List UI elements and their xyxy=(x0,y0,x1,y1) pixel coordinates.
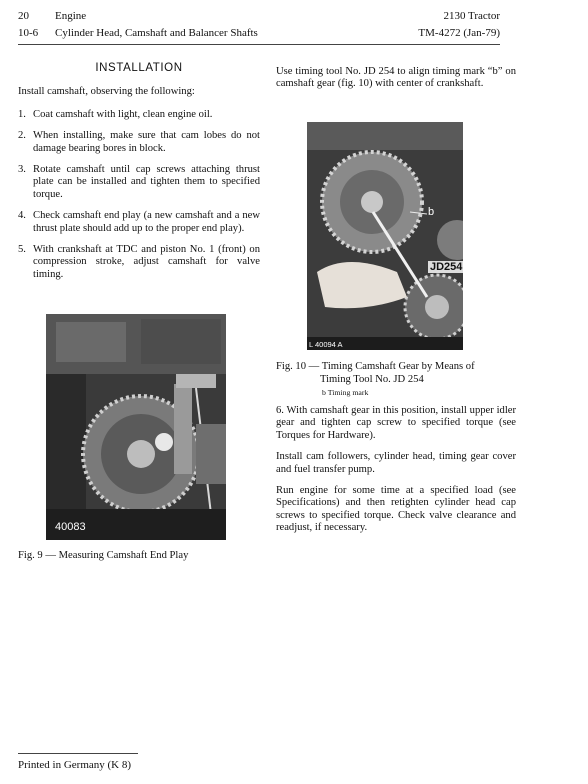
manual-reference: TM-4272 (Jan-79) xyxy=(418,27,500,39)
footer-rule xyxy=(18,753,138,754)
fig10-caption-line2: Timing Tool No. JD 254 xyxy=(320,374,424,385)
fig9-caption: Fig. 9 — Measuring Camshaft End Play xyxy=(18,550,189,561)
header-rule xyxy=(18,44,500,45)
camshaft-endplay-illustration xyxy=(46,314,226,540)
step-number: 4. xyxy=(18,210,26,222)
step-number: 2. xyxy=(18,130,26,142)
section-heading: INSTALLATION xyxy=(95,62,183,74)
fig10-photo xyxy=(307,122,463,350)
step-number: 1. xyxy=(18,108,26,120)
step-number: 3. xyxy=(18,164,26,176)
list-item xyxy=(18,164,260,201)
page-number: 20 xyxy=(18,10,29,22)
paragraph: 6. With camshaft gear in this position, install upper idler gear and tighten cap screw to specified torque (see Torques for Hardware). xyxy=(276,405,516,441)
list-item xyxy=(18,244,260,281)
step-text: Coat camshaft with light, clean engine oil. xyxy=(33,108,213,120)
install-steps xyxy=(18,109,260,281)
printed-note: Printed in Germany (K 8) xyxy=(18,759,132,771)
fig10-caption-line1: Fig. 10 — Timing Camshaft Gear by Means of xyxy=(276,361,475,372)
fig9-photo xyxy=(46,314,226,540)
list-item xyxy=(18,130,260,155)
step-number: 5. xyxy=(18,244,26,256)
fig10-label-tool: JD254 xyxy=(430,261,463,273)
section-subtitle: Cylinder Head, Camshaft and Balancer Shafts xyxy=(55,27,258,39)
fig10-legend: b Timing mark xyxy=(322,388,369,397)
right-column-intro xyxy=(276,66,516,100)
left-column xyxy=(18,62,260,290)
timing-tool-instruction: Use timing tool No. JD 254 to align timing mark “b” on camshaft gear (fig. 10) with center of crankshaft. xyxy=(276,66,516,90)
right-column-body xyxy=(276,405,516,544)
fig9-photo-number: 40083 xyxy=(55,521,86,533)
model-name: 2130 Tractor xyxy=(443,10,500,22)
step-text: With crankshaft at TDC and piston No. 1 (front) on compression stroke, adjust camshaft for valve timing. xyxy=(33,244,260,280)
timing-gear-illustration xyxy=(307,122,463,350)
paragraph: Install cam followers, cylinder head, timing gear cover and fuel transfer pump. xyxy=(276,451,516,475)
chapter-title: Engine xyxy=(55,10,87,22)
install-intro: Install camshaft, observing the following: xyxy=(18,86,195,98)
fig10-label-b: b xyxy=(428,206,435,218)
section-number: 10-6 xyxy=(18,27,39,39)
paragraph: Run engine for some time at a specified load (see Specifications) and then retighten cylinder head cap screws to specified torque. Check valve clearance and readjust, if necessary. xyxy=(276,485,516,534)
step-text: When installing, make sure that cam lobes do not damage bearing bores in block. xyxy=(33,130,260,154)
step-text: Rotate camshaft until cap screws attaching thrust plate can be installed and tighten them to specified torque. xyxy=(33,164,260,200)
step-text: Check camshaft end play (a new camshaft and a new thrust plate should add up to the proper end play). xyxy=(33,210,260,234)
list-item xyxy=(18,109,260,121)
fig10-photo-number: L 40094 A xyxy=(309,340,343,349)
list-item xyxy=(18,210,260,235)
